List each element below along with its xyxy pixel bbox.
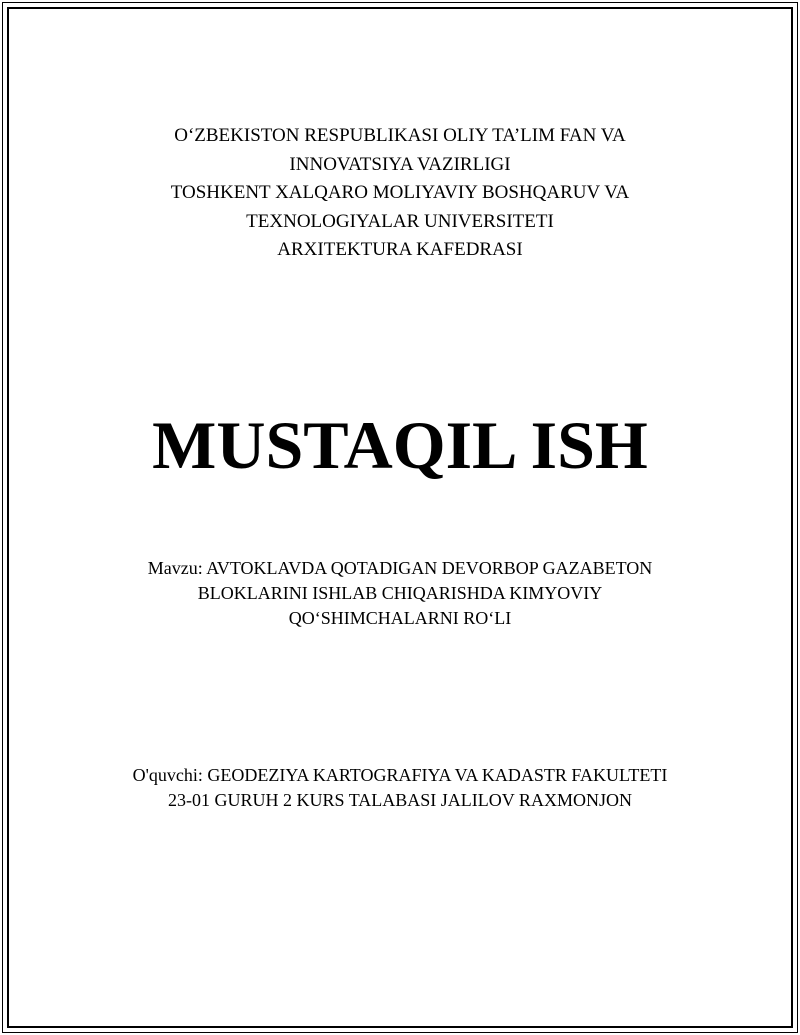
student-info: [0, 763, 800, 813]
institution-header: [0, 122, 800, 265]
topic-block: [0, 556, 800, 631]
document-title: MUSTAQIL ISH: [152, 407, 648, 483]
topic-line-3: QO‘SHIMCHALARNI RO‘LI: [288, 608, 512, 628]
ministry-line-1: O‘ZBEKISTON RESPUBLIKASI OLIY TA’LIM FAN VA: [174, 125, 626, 146]
topic-line-2: BLOKLARINI ISHLAB CHIQARISHDA KIMYOVIY: [197, 583, 603, 603]
student-name-line: 23-01 GURUH 2 KURS TALABASI JALILOV RAXMONJON: [168, 790, 632, 810]
topic-line-1: Mavzu: AVTOKLAVDA QOTADIGAN DEVORBOP GAZABETON: [147, 558, 653, 578]
university-line-2: TEXNOLOGIYALAR UNIVERSITETI: [246, 210, 554, 232]
ministry-line-2: INNOVATSIYA VAZIRLIGI: [289, 153, 511, 175]
university-line-1: TOSHKENT XALQARO MOLIYAVIY BOSHQARUV VA: [170, 182, 630, 203]
student-faculty-line: O'quvchi: GEODEZIYA KARTOGRAFIYA VA KADASTR FAKULTETI: [132, 765, 668, 785]
department-line: ARXITEKTURA KAFEDRASI: [277, 239, 523, 260]
